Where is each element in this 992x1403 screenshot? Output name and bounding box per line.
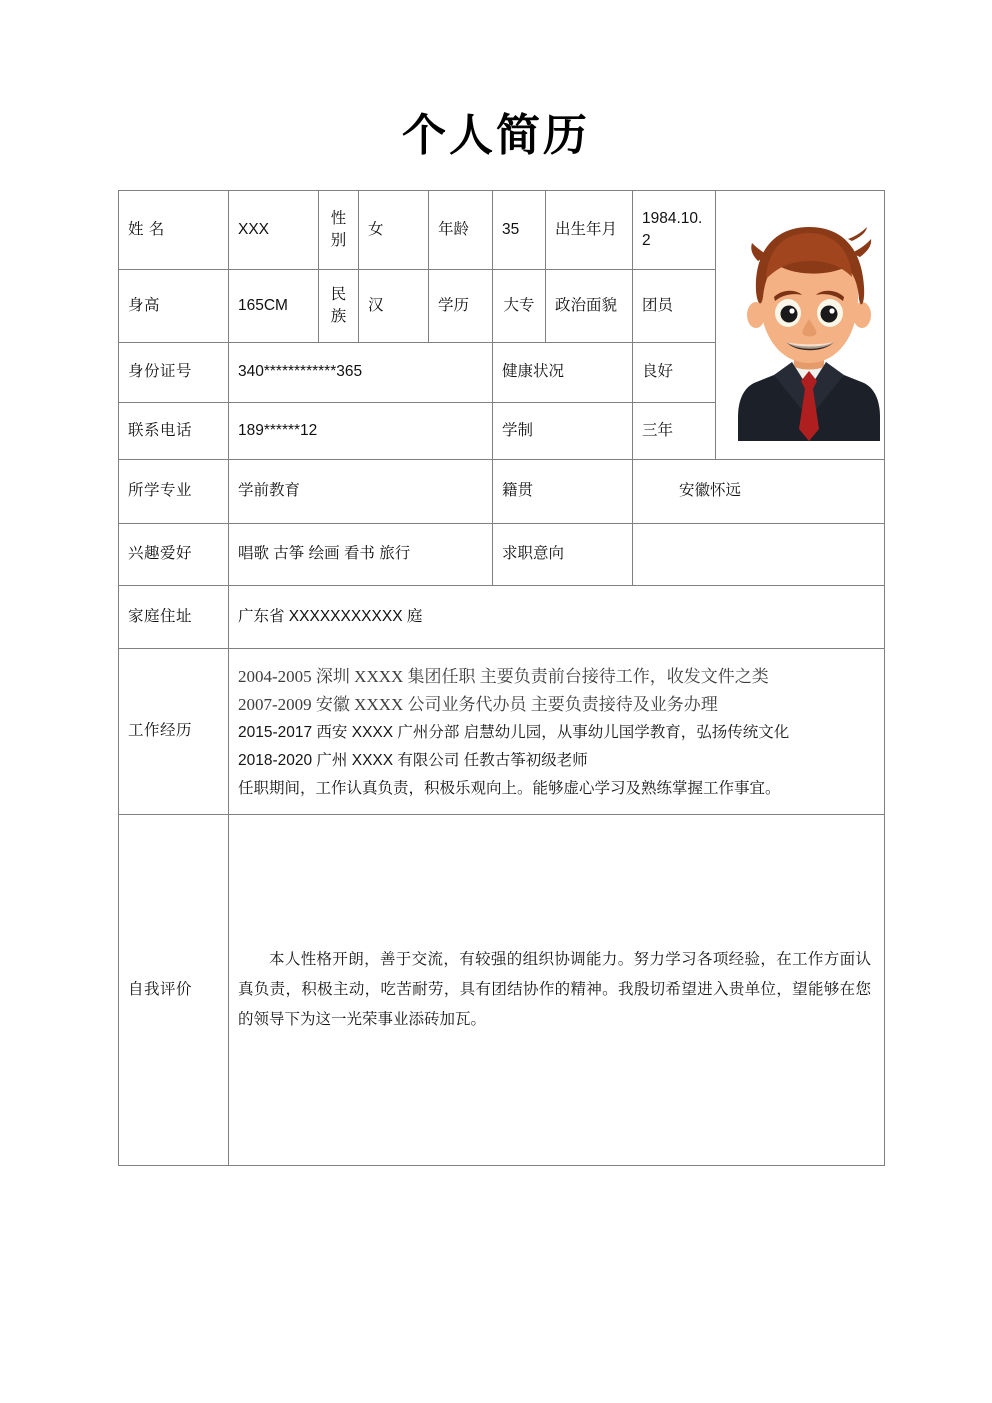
field-label-address: 家庭住址 bbox=[119, 586, 229, 649]
field-label-phone: 联系电话 bbox=[119, 403, 229, 460]
work-experience-line: 2015-2017 西安 XXXX 广州分部 启慧幼儿园，从事幼儿国学教育，弘扬传统文化 bbox=[238, 723, 790, 741]
field-value-birth: 1984.10.2 bbox=[633, 191, 716, 270]
work-experience-line: 任职期间，工作认真负责，积极乐观向上。能够虚心学习及熟练掌握工作事宜。 bbox=[238, 779, 781, 797]
field-value-jobintent bbox=[633, 524, 885, 586]
field-value-hometown: 安徽怀远 bbox=[633, 460, 885, 524]
field-label-ethnicity: 民族 bbox=[319, 270, 359, 343]
table-row-address bbox=[119, 586, 885, 649]
avatar bbox=[725, 193, 885, 458]
field-label-gender: 性别 bbox=[319, 191, 359, 270]
table-row-self-evaluation bbox=[119, 815, 885, 1166]
table-row-major bbox=[119, 460, 885, 524]
field-value-major: 学前教育 bbox=[229, 460, 493, 524]
field-label-work: 工作经历 bbox=[119, 649, 229, 815]
field-label-major: 所学专业 bbox=[119, 460, 229, 524]
field-value-self-evaluation bbox=[229, 815, 885, 1166]
field-label-education: 学历 bbox=[429, 270, 493, 343]
field-value-height: 165CM bbox=[229, 270, 319, 343]
field-value-id: 340************365 bbox=[229, 343, 493, 403]
self-evaluation-paragraph: 本人性格开朗，善于交流，有较强的组织协调能力。努力学习各项经验，在工作方面认真负责，积极主动，吃苦耐劳，具有团结协作的精神。我殷切希望进入贵单位，望能够在您的领导下为这一光荣事业添砖加瓦。 bbox=[238, 951, 871, 1028]
field-value-hobbies: 唱歌 古筝 绘画 看书 旅行 bbox=[229, 524, 493, 586]
field-label-hobbies: 兴趣爱好 bbox=[119, 524, 229, 586]
field-value-political: 团员 bbox=[633, 270, 716, 343]
field-value-name: XXX bbox=[229, 191, 319, 270]
field-label-age: 年龄 bbox=[429, 191, 493, 270]
table-row-hobbies bbox=[119, 524, 885, 586]
table-row-work-experience bbox=[119, 649, 885, 815]
work-experience-line: 2018-2020 广州 XXXX 有限公司 任教古筝初级老师 bbox=[238, 751, 588, 769]
field-value-schoolsystem: 三年 bbox=[633, 403, 716, 460]
field-label-schoolsystem: 学制 bbox=[493, 403, 633, 460]
work-experience-line: 2007-2009 安徽 XXXX 公司业务代办员 主要负责接待及业务办理 bbox=[238, 694, 718, 714]
table-row-basic-1 bbox=[119, 191, 885, 270]
field-value-work bbox=[229, 649, 885, 815]
resume-table bbox=[118, 190, 885, 1166]
field-value-education: 大专 bbox=[493, 270, 546, 343]
field-value-gender: 女 bbox=[359, 191, 429, 270]
work-experience-line: 2004-2005 深圳 XXXX 集团任职 主要负责前台接待工作，收发文件之类 bbox=[238, 666, 769, 686]
field-label-birth: 出生年月 bbox=[546, 191, 633, 270]
field-label-height: 身高 bbox=[119, 270, 229, 343]
field-value-address: 广东省 XXXXXXXXXXX 庭 bbox=[229, 586, 885, 649]
work-experience-list bbox=[238, 659, 875, 805]
photo-cell bbox=[716, 191, 885, 460]
field-label-hometown: 籍贯 bbox=[493, 460, 633, 524]
field-label-political: 政治面貌 bbox=[546, 270, 633, 343]
field-value-ethnicity: 汉 bbox=[359, 270, 429, 343]
field-label-health: 健康状况 bbox=[493, 343, 633, 403]
page-title: 个人简历 bbox=[402, 111, 590, 160]
field-value-age: 35 bbox=[493, 191, 546, 270]
self-evaluation-text bbox=[238, 945, 875, 1035]
field-value-health: 良好 bbox=[633, 343, 716, 403]
avatar-illustration bbox=[734, 211, 884, 441]
field-label-id: 身份证号 bbox=[119, 343, 229, 403]
field-label-name: 姓 名 bbox=[119, 191, 229, 270]
field-label-self-evaluation: 自我评价 bbox=[119, 815, 229, 1166]
field-value-phone: 189******12 bbox=[229, 403, 493, 460]
field-label-jobintent: 求职意向 bbox=[493, 524, 633, 586]
